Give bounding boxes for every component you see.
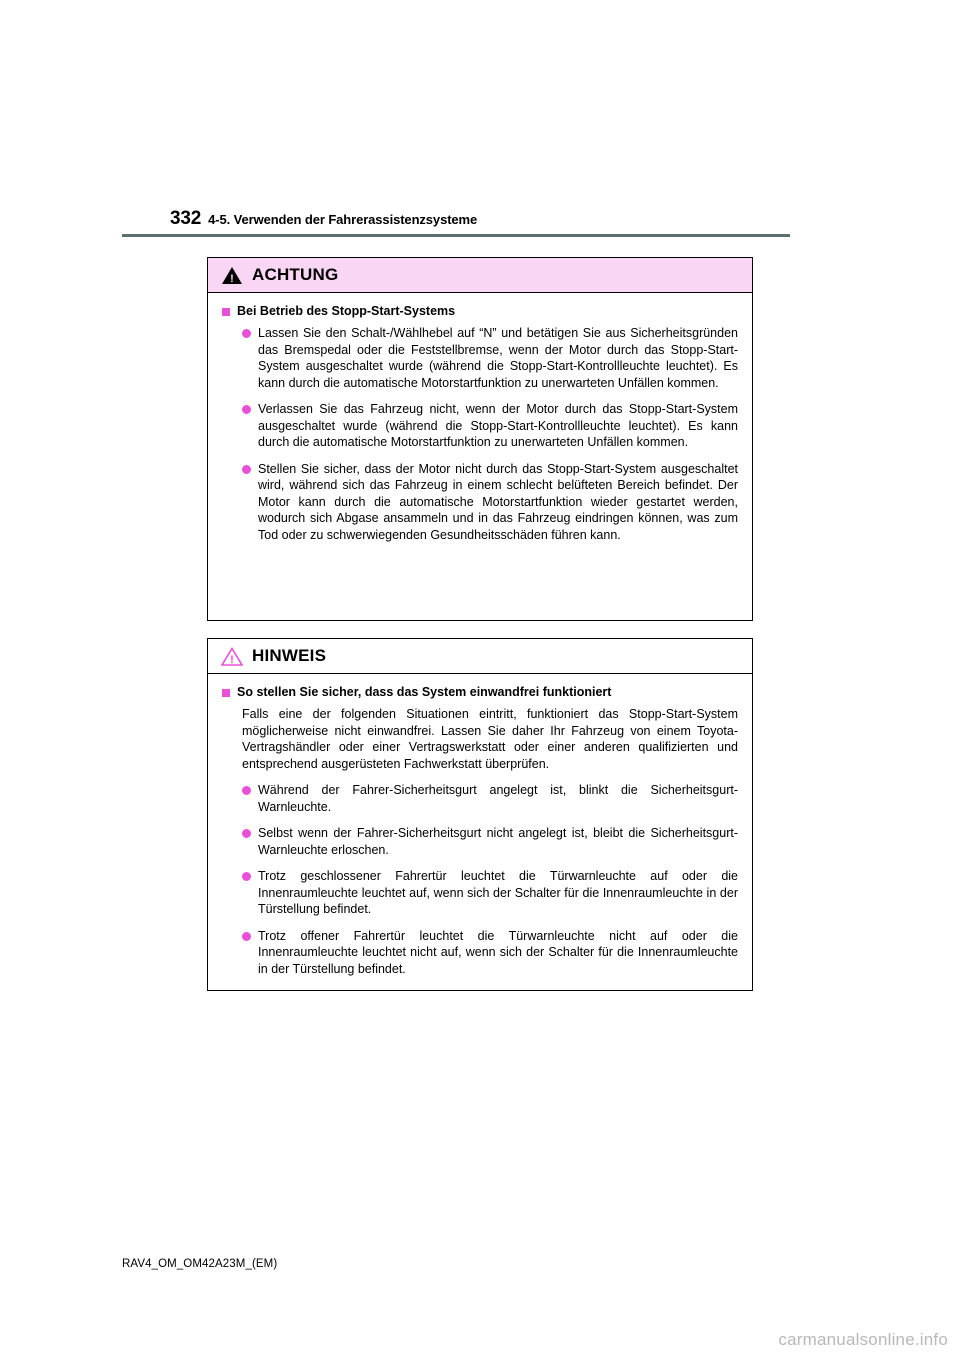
warning-heading-row [222, 304, 738, 318]
round-bullet-icon [242, 465, 251, 474]
page-header [170, 208, 790, 230]
notice-bullet-text: Während der Fahrer-Sicherheitsgurt angelegt ist, blinkt die Sicherheitsgurt-Warnleuchte. [258, 783, 738, 814]
list-item [242, 782, 738, 815]
svg-text:!: ! [230, 272, 234, 285]
notice-paragraph: Falls eine der folgenden Situationen eintritt, funktioniert das Stopp-Start-System möglicherweise nicht einwandfrei. Lassen Sie daher Ihr Fahrzeug von einem Toyota-Vertragshändler oder einer Vertragswerkstatt oder einer anderen qualifizierten und entsprechend ausgerüsteten Fachwerkstatt überprüfen. [242, 707, 738, 771]
round-bullet-icon [242, 829, 251, 838]
notice-bullet-text: Selbst wenn der Fahrer-Sicherheitsgurt nicht angelegt ist, bleibt die Sicherheitsgurt-Warnleuchte erloschen. [258, 826, 738, 857]
list-item [242, 825, 738, 858]
notice-box-body [208, 674, 752, 997]
list-item [242, 928, 738, 978]
section-title: 4-5. Verwenden der Fahrerassistenzsysteme [208, 212, 478, 227]
svg-text:!: ! [230, 653, 234, 666]
round-bullet-icon [242, 872, 251, 881]
header-divider [122, 234, 790, 237]
notice-heading: So stellen Sie sicher, dass das System einwandfrei funktioniert [237, 685, 612, 699]
warning-bullet-text: Verlassen Sie das Fahrzeug nicht, wenn der Motor durch das Stopp-Start-System ausgeschaltet wurde (während die Stopp-Start-Kontrollleuchte leuchtet). Es kann durch die automatische Motorstartfunktion zu unerwarteten Unfällen kommen. [258, 402, 738, 449]
page-number: 332 [170, 208, 202, 229]
square-bullet-icon [222, 308, 230, 316]
round-bullet-icon [242, 932, 251, 941]
notice-heading-row [222, 685, 738, 699]
watermark: carmanualsonline.info [778, 1330, 948, 1349]
warning-heading: Bei Betrieb des Stopp-Start-Systems [237, 304, 456, 318]
list-item [242, 325, 738, 391]
round-bullet-icon [242, 329, 251, 338]
square-bullet-icon [222, 689, 230, 697]
round-bullet-icon [242, 405, 251, 414]
notice-box [207, 638, 753, 991]
warning-box [207, 257, 753, 621]
warning-triangle-icon [221, 266, 243, 285]
warning-bullet-text: Stellen Sie sicher, dass der Motor nicht durch das Stopp-Start-System ausgeschaltet wird, während sich das Fahrzeug in einem schlecht belüfteten Bereich befindet. Der Motor kann durch die automatische Motorstartfunktion wieder gestartet werden, wodurch sich Abgase ansammeln und in das Fahrzeug eindringen können, was zum Tod oder zu schwerwiegenden Gesundheitsschäden führen kann. [258, 461, 738, 542]
warning-box-body [208, 293, 752, 563]
warning-triangle-icon [221, 647, 243, 666]
footer-document-code: RAV4_OM_OM42A23M_(EM) [122, 1258, 278, 1270]
warning-box-title-bar [208, 258, 752, 293]
notice-box-title-bar [208, 639, 752, 674]
list-item [242, 461, 738, 544]
list-item [242, 401, 738, 451]
round-bullet-icon [242, 786, 251, 795]
notice-bullet-text: Trotz offener Fahrertür leuchtet die Türwarnleuchte nicht auf oder die Innenraumleuchte leuchtet nicht auf, wenn sich der Schalter für die Innenraumleuchte in der Türstellung befindet. [258, 928, 738, 976]
warning-box-title: ACHTUNG [252, 265, 339, 284]
notice-box-title: HINWEIS [252, 646, 327, 665]
notice-bullet-text: Trotz geschlossener Fahrertür leuchtet die Türwarnleuchte auf oder die Innenraumleuchte leuchtet auf, wenn sich der Schalter für die Innenraumleuchte in der Türstellung befindet. [258, 869, 738, 916]
warning-bullet-text: Lassen Sie den Schalt-/Wählhebel auf “N” und betätigen Sie aus Sicherheitsgründen das Bremspedal oder die Feststellbremse, wenn der Motor durch das Stopp-Start-System ausgeschaltet wurde (während die Stopp-Start-Kontrollleuchte leuchtet). Es kann durch die automatische Motorstartfunktion zu unerwarteten Unfällen kommen. [258, 326, 738, 390]
list-item [242, 868, 738, 918]
